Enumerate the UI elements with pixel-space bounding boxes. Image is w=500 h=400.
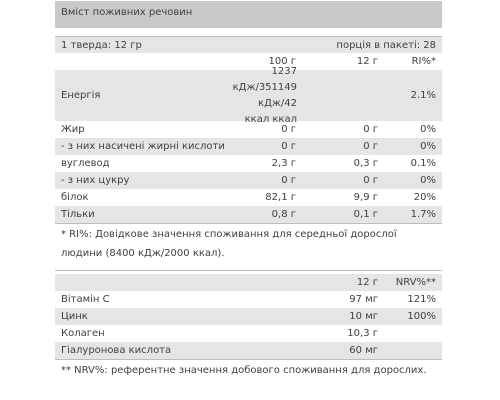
nrv-footnote — [55, 359, 442, 381]
spacer — [55, 28, 442, 36]
nutrient-label: білок — [61, 192, 89, 203]
vitamin-amount: 97 мг — [349, 294, 378, 305]
column-ri: RI%* — [411, 56, 436, 67]
vitamin-label: Цинк — [61, 311, 88, 322]
ri-footnote-line-1: * RI%: Довідкове значення споживання для середньої дорослої — [61, 229, 397, 240]
vitamin-label: Колаген — [61, 328, 105, 339]
energy-label: Енергія — [61, 90, 101, 101]
nutrient-ri: 0% — [420, 175, 436, 186]
nutrient-per-100g: 0,8 г — [271, 209, 296, 220]
vitamin-amount: 10 мг — [349, 311, 378, 322]
vitamin-row-c — [55, 291, 442, 308]
nutrient-per-100g: 0 г — [281, 124, 296, 135]
vitamins-header-row — [55, 274, 442, 291]
vitamin-nrv: 100% — [407, 311, 436, 322]
nutrient-row-protein — [55, 189, 442, 206]
vitamin-label: Вітамін C — [61, 294, 110, 305]
vitamin-row-collagen — [55, 325, 442, 342]
vitamin-amount: 60 мг — [349, 345, 378, 356]
column-per-12g: 12 г — [356, 56, 378, 67]
column-per-100g: 100 г — [268, 56, 296, 67]
nutrient-per-100g: 0 г — [281, 141, 296, 152]
nutrient-per-100g: 0 г — [281, 175, 296, 186]
vitamins-column-nrv: NRV%** — [395, 277, 436, 288]
vitamin-row-hyaluronic-acid — [55, 342, 442, 359]
vitamin-row-zinc — [55, 308, 442, 325]
nutrient-ri: 1.7% — [410, 209, 436, 220]
table-title: Вміст поживних речовин — [61, 7, 193, 18]
energy-ri: 2.1% — [410, 90, 436, 101]
servings-per-pack: порція в пакеті: 28 — [336, 39, 436, 51]
vitamins-column-amount: 12 г — [356, 277, 378, 288]
nutrient-per-12g: 0 г — [363, 175, 378, 186]
nutrient-row-carbohydrate — [55, 155, 442, 172]
nutrition-table — [55, 1, 442, 381]
energy-per-100g: 1237 кДж/351149 кДж/42 ккал ккал — [232, 65, 297, 125]
nutrient-row-salt — [55, 206, 442, 223]
nutrient-ri: 0% — [420, 124, 436, 135]
nutrient-per-100g: 2,3 г — [271, 158, 296, 169]
nutrient-row-sugars — [55, 172, 442, 189]
nutrient-ri: 0.1% — [410, 158, 436, 169]
nutrient-label: Тільки — [61, 209, 95, 220]
table-title-row — [55, 1, 442, 28]
nutrient-per-12g: 0 г — [363, 124, 378, 135]
nrv-footnote-text: ** NRV%: референтне значення добового споживання для дорослих. — [61, 365, 427, 376]
nutrient-per-12g: 0 г — [363, 141, 378, 152]
nutrient-label: Жир — [61, 124, 85, 135]
nutrient-label: - з них цукру — [61, 175, 130, 186]
nutrient-label: - з них насичені жирні кислоти — [61, 141, 225, 152]
nutrient-row-saturated — [55, 138, 442, 155]
serving-row — [55, 36, 442, 53]
nutrient-label: вуглевод — [61, 158, 110, 169]
vitamin-nrv: 121% — [407, 294, 436, 305]
energy-row — [55, 65, 442, 125]
vitamin-label: Гіалуронова кислота — [61, 345, 172, 356]
serving-size: 1 тверда: 12 гр — [61, 39, 142, 51]
nutrient-row-fat — [55, 121, 442, 138]
nutrient-per-100g: 82,1 г — [265, 192, 296, 203]
vitamin-amount: 10,3 г — [347, 328, 378, 339]
nutrient-per-12g: 9,9 г — [353, 192, 378, 203]
nutrient-per-12g: 0,1 г — [353, 209, 378, 220]
section-divider — [55, 263, 442, 271]
ri-footnote — [55, 223, 442, 263]
nutrient-ri: 0% — [420, 141, 436, 152]
nutrient-ri: 20% — [413, 192, 436, 203]
ri-footnote-line-2: людини (8400 кДж/2000 ккал). — [61, 248, 225, 259]
nutrient-per-12g: 0,3 г — [353, 158, 378, 169]
